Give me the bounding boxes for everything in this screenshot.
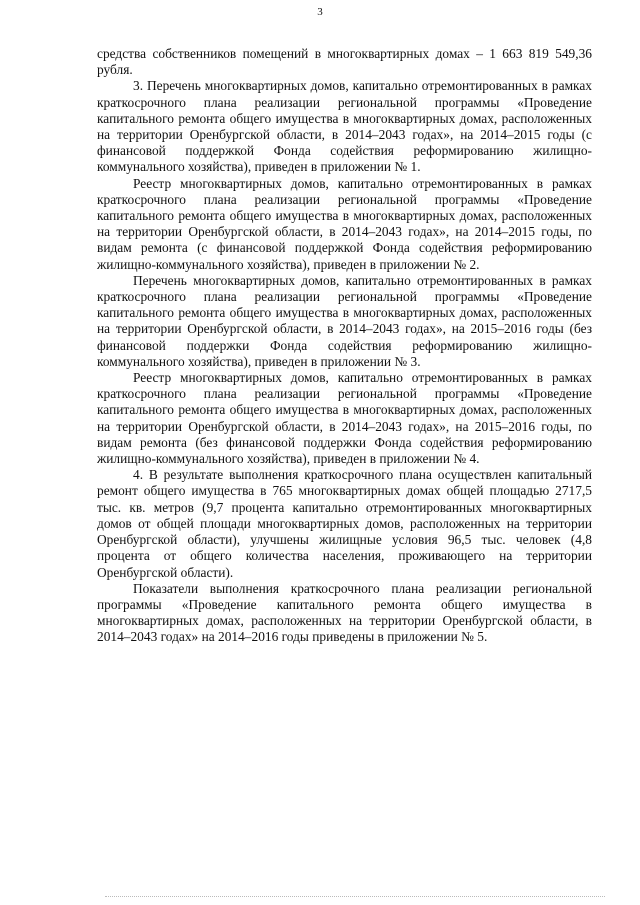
paragraph-registry-appendix-2: Реестр многоквартирных домов, капитально отремонтированных в рамках краткосрочного плана реализации региональной программы «Проведение капитального ремонта общего имущества в многоквартирных домах, расположенных на территории Оренбургской области, в 2014–2043 годах», на 2014–2015 годы, по видам ремонта (с финансовой поддержкой Фонда содействия реформированию жилищно-коммунального хозяйства), приведен в приложении № 2. [97, 175, 592, 272]
paragraph-item-4-results: 4. В результате выполнения краткосрочного плана осуществлен капитальный ремонт общего имущества в 765 многоквартирных домах общей площадью 2717,5 тыс. кв. метров (9,7 процента капитально отремонтированных многоквартирных домов от общей площади многоквартирных домов, расположенных на территории Оренбургской области), улучшены жилищные условия 96,5 тыс. человек (4,8 процента от общего количества населения, проживающего на территории Оренбургской области). [97, 467, 592, 580]
page-number: 3 [317, 6, 323, 18]
document-body [97, 46, 592, 646]
paragraph-registry-appendix-4: Реестр многоквартирных домов, капитально отремонтированных в рамках краткосрочного плана реализации региональной программы «Проведение капитального ремонта общего имущества в многоквартирных домах, расположенных на территории Оренбургской области, в 2014–2043 годах», на 2015–2016 годы, по видам ремонта (без финансовой поддержки Фонда содействия реформированию жилищно-коммунального хозяйства), приведен в приложении № 4. [97, 370, 592, 467]
paragraph-list-appendix-3: Перечень многоквартирных домов, капитально отремонтированных в рамках краткосрочного плана реализации региональной программы «Проведение капитального ремонта общего имущества в многоквартирных домах, расположенных на территории Оренбургской области, в 2014–2043 годах», на 2015–2016 годы (без финансовой поддержки Фонда содействия реформированию жилищно-коммунального хозяйства), приведен в приложении № 3. [97, 272, 592, 369]
paragraph-funds-continuation: средства собственников помещений в многоквартирных домах – 1 663 819 549,36 рубля. [97, 46, 592, 78]
scan-edge-artifact [105, 896, 605, 901]
paragraph-item-3-list-appendix-1: 3. Перечень многоквартирных домов, капитально отремонтированных в рамках краткосрочного плана реализации региональной программы «Проведение капитального ремонта общего имущества в многоквартирных домах, расположенных на территории Оренбургской области, в 2014–2043 годах», на 2014–2015 годы (с финансовой поддержкой Фонда содействия реформированию жилищно-коммунального хозяйства), приведен в приложении № 1. [97, 78, 592, 175]
paragraph-indicators-appendix-5: Показатели выполнения краткосрочного плана реализации региональной программы «Проведение капитального ремонта общего имущества в многоквартирных домах, расположенных на территории Оренбургской области, в 2014–2043 годах» на 2014–2016 годы приведены в приложении № 5. [97, 580, 592, 645]
